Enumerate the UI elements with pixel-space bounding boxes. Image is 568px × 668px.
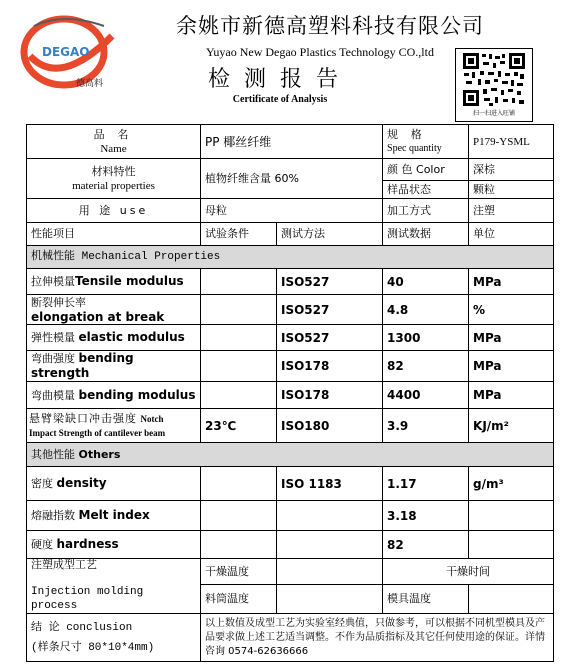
logo-text: DEGAO <box>42 45 90 59</box>
die-temp-value <box>469 585 554 614</box>
test-condition <box>201 382 277 409</box>
table-row <box>27 269 554 295</box>
property-name-en-2: Impact Strength of cantilever beam <box>29 427 166 438</box>
test-condition <box>201 325 277 351</box>
table-row <box>27 295 554 325</box>
mechanical-heading: 机械性能 Mechanical Properties <box>27 246 554 269</box>
use-label: 用 途 use <box>27 199 201 223</box>
column-header-row <box>27 223 554 246</box>
qr-code-box <box>455 48 533 122</box>
sample-size: (样条尺寸 80*10*4mm) <box>31 641 155 654</box>
test-condition <box>201 295 277 325</box>
test-value: 1.17 <box>383 467 469 501</box>
property-name-cn: 断裂伸长率 <box>31 295 86 309</box>
table-row <box>27 501 554 531</box>
name-label <box>27 125 201 159</box>
test-unit: MPa <box>469 269 554 295</box>
molding-row-1 <box>27 559 554 585</box>
test-unit <box>469 501 554 531</box>
process-value: 注塑 <box>469 199 554 223</box>
property-name-cn: 弹性模量 <box>31 331 75 344</box>
table-row <box>27 351 554 382</box>
barrel-temp-value <box>277 585 383 614</box>
property-name-en: hardness <box>56 537 119 551</box>
dry-temp-value <box>277 559 383 585</box>
name-label-en: Name <box>100 142 127 155</box>
property-name-cn: 密度 <box>31 477 53 490</box>
company-name-cn: 余姚市新德高塑料科技有限公司 <box>176 14 484 38</box>
molding-label-cn: 注塑成型工艺 <box>31 560 97 572</box>
analysis-table <box>26 124 554 662</box>
test-value: 4.8 <box>383 295 469 325</box>
report-title-en: Certificate of Analysis <box>232 94 328 105</box>
test-value: 82 <box>383 531 469 559</box>
test-condition <box>201 467 277 501</box>
property-name <box>27 325 201 351</box>
property-name-en: Tensile modulus <box>75 274 184 288</box>
conclusion-label-text: 结 论 conclusion <box>31 621 133 634</box>
property-name <box>27 531 201 559</box>
property-name <box>27 382 201 409</box>
property-name-en: elastic modulus <box>78 330 185 344</box>
process-label: 加工方式 <box>383 199 469 223</box>
table-row <box>27 409 554 443</box>
test-condition <box>201 531 277 559</box>
property-name <box>27 351 201 382</box>
company-logo <box>14 6 122 96</box>
dry-time-label: 干燥时间 <box>383 559 554 585</box>
qr-caption: 扫一扫进入旺铺 <box>472 110 515 117</box>
table-row <box>27 531 554 559</box>
barrel-temp-label: 料筒温度 <box>201 585 277 614</box>
col-data: 测试数据 <box>383 223 469 246</box>
test-method: ISO527 <box>277 325 383 351</box>
test-value: 82 <box>383 351 469 382</box>
test-method: ISO178 <box>277 351 383 382</box>
others-section-row <box>27 443 554 467</box>
property-name <box>27 409 201 443</box>
property-name <box>27 467 201 501</box>
col-unit: 单位 <box>469 223 554 246</box>
test-value: 3.9 <box>383 409 469 443</box>
test-unit <box>469 531 554 559</box>
property-name-en: Melt index <box>78 508 150 522</box>
color-label: 颜 色 Color <box>383 159 469 181</box>
test-method <box>277 501 383 531</box>
logo-caption: 德高料 <box>76 79 104 89</box>
qr-code-icon <box>462 52 526 107</box>
property-name-cn: 拉伸模量 <box>31 275 75 288</box>
test-condition <box>201 269 277 295</box>
material-row-1 <box>27 159 554 181</box>
test-method: ISO178 <box>277 382 383 409</box>
test-condition: 23℃ <box>201 409 277 443</box>
state-label: 样品状态 <box>383 181 469 199</box>
use-row <box>27 199 554 223</box>
property-name-en: bending modulus <box>78 387 196 402</box>
test-unit: MPa <box>469 325 554 351</box>
die-temp-label: 模具温度 <box>383 585 469 614</box>
property-name-en: bending strength <box>31 351 134 380</box>
test-unit: MPa <box>469 351 554 382</box>
name-row <box>27 125 554 159</box>
test-value: 4400 <box>383 382 469 409</box>
test-method: ISO180 <box>277 409 383 443</box>
property-name <box>27 295 201 325</box>
property-name <box>27 269 201 295</box>
molding-label-en: Injection molding process <box>31 586 144 612</box>
property-name-cn: 硬度 <box>31 538 53 551</box>
spec-label <box>383 125 469 159</box>
test-unit: KJ/m² <box>469 409 554 443</box>
property-name <box>27 501 201 531</box>
property-name-en: elongation at break <box>31 309 165 324</box>
test-method <box>277 531 383 559</box>
col-method: 测试方法 <box>277 223 383 246</box>
report-title: 检测报告 <box>207 67 352 92</box>
test-method: ISO 1183 <box>277 467 383 501</box>
molding-label <box>27 559 201 614</box>
spec-label-cn: 规 格 <box>387 128 427 141</box>
others-heading <box>27 443 554 467</box>
test-condition <box>201 501 277 531</box>
property-name-cn: 弯曲强度 <box>31 352 75 365</box>
name-label-cn: 品 名 <box>93 128 134 141</box>
mechanical-section-row <box>27 246 554 269</box>
col-item: 性能项目 <box>27 223 201 246</box>
material-label-en: material properties <box>72 179 155 192</box>
test-method: ISO527 <box>277 269 383 295</box>
conclusion-text: 以上数值及成型工艺为实验室经典值，只做参考，可以根据不同机型模具及产品要求做上述工艺适当调整。不作为品质指标及其它任何使用途的保证。详情咨询 0574-62636666 <box>201 614 554 662</box>
test-unit: MPa <box>469 382 554 409</box>
table-row <box>27 325 554 351</box>
state-value: 颗粒 <box>469 181 554 199</box>
property-name-en: density <box>56 476 107 490</box>
test-value: 1300 <box>383 325 469 351</box>
property-name-cn: 弯曲模量 <box>31 388 75 402</box>
company-name-en: Yuyao New Degao Plastics Technology CO.,ltd <box>206 45 434 59</box>
dry-temp-label: 干燥温度 <box>201 559 277 585</box>
property-name-en: Notch <box>140 413 164 424</box>
property-name-cn: 熔融指数 <box>31 509 75 522</box>
conclusion-label <box>27 614 201 662</box>
spec-value: P179-YSML <box>469 125 554 159</box>
material-label-cn: 材料特性 <box>91 165 136 178</box>
test-value: 3.18 <box>383 501 469 531</box>
others-heading-en: Others <box>78 447 121 461</box>
table-row <box>27 467 554 501</box>
conclusion-row <box>27 614 554 662</box>
material-value: 植物纤维含量 60% <box>201 159 383 199</box>
test-value: 40 <box>383 269 469 295</box>
spec-label-en: Spec quantity <box>387 142 442 154</box>
test-condition <box>201 351 277 382</box>
material-label <box>27 159 201 199</box>
use-value: 母粒 <box>201 199 383 223</box>
test-method: ISO527 <box>277 295 383 325</box>
table-row <box>27 382 554 409</box>
col-condition: 试验条件 <box>201 223 277 246</box>
color-value: 深棕 <box>469 159 554 181</box>
test-unit: g/m³ <box>469 467 554 501</box>
property-name-cn: 悬臂梁缺口冲击强度 <box>29 411 137 425</box>
test-unit: % <box>469 295 554 325</box>
others-heading-cn: 其他性能 <box>31 447 75 461</box>
name-value: PP 椰丝纤维 <box>201 125 383 159</box>
